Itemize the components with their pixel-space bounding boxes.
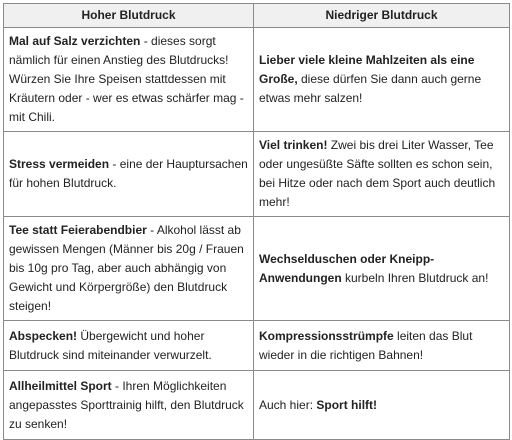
tip-cell-high <box>4 132 254 217</box>
tip-title: Lieber viele kleine Mahlzeiten als eine Große, <box>259 53 475 86</box>
tip-cell-high <box>4 217 254 321</box>
tip-prefix: Auch hier: <box>259 397 317 412</box>
tip-cell-low <box>254 371 510 440</box>
tip-cell-high <box>4 321 254 371</box>
table-row <box>4 371 510 440</box>
tip-cell-high <box>4 28 254 132</box>
tip-title: Stress vermeiden <box>9 157 110 171</box>
tip-title: Mal auf Salz verzichten <box>9 34 141 48</box>
tip-cell-high <box>4 371 254 440</box>
tip-text: - Ihren Möglichkeiten angepasstes Sporttrainig hilft, den Blutdruck zu senken! <box>9 378 244 431</box>
tip-text: diese dürfen Sie dann auch gerne etwas mehr salzen! <box>259 72 482 105</box>
tip-text: Zwei bis drei Liter Wasser, Tee oder ungesüßte Säfte sollten es schon sein, bei Hitze oder nach dem Sport auch deutlich mehr! <box>259 138 496 209</box>
tip-title: Tee statt Feierabendbier <box>9 223 147 237</box>
table-row <box>4 132 510 217</box>
tip-title: Abspecken! <box>9 328 78 343</box>
tip-text: leiten das Blut wieder in die richtigen Bahnen! <box>259 328 473 362</box>
tip-text: - eine der Hauptursachen für hohen Blutdruck. <box>9 157 248 190</box>
tip-text: - Alkohol lässt ab gewissen Mengen (Männer bis 20g / Frauen bis 10g pro Tag, aber auch abhängig von Gewicht und Körpergröße) den Blutdruck steigen! <box>9 223 244 313</box>
tip-cell-low <box>254 217 510 321</box>
header-high-blood-pressure: Hoher Blutdruck <box>4 4 254 28</box>
tip-text: kurbeln Ihren Blutdruck an! <box>341 270 489 285</box>
tip-title: Viel trinken! <box>259 138 328 152</box>
tip-title: Kompressionsstrümpfe <box>259 328 394 343</box>
tip-title: Sport hilft! <box>316 397 378 412</box>
blood-pressure-comparison-table <box>3 3 510 440</box>
table-row <box>4 217 510 321</box>
tip-text: Übergewicht und hoher Blutdruck sind miteinander verwurzelt. <box>9 328 212 362</box>
table-header-row <box>4 4 510 28</box>
table-row <box>4 321 510 371</box>
tip-cell-low <box>254 28 510 132</box>
tip-cell-low <box>254 132 510 217</box>
tip-cell-low <box>254 321 510 371</box>
header-low-blood-pressure: Niedriger Blutdruck <box>254 4 510 28</box>
tip-title: Wechselduschen oder Kneipp-Anwendungen <box>259 251 435 285</box>
table-row <box>4 28 510 132</box>
tip-text: - dieses sorgt nämlich für einen Anstieg des Blutdrucks! Würzen Sie Ihre Speisen stattdessen mit Kräutern oder - wer es etwas schärfer mag - mit Chili. <box>9 34 244 124</box>
tip-title: Allheilmittel Sport <box>9 378 112 393</box>
